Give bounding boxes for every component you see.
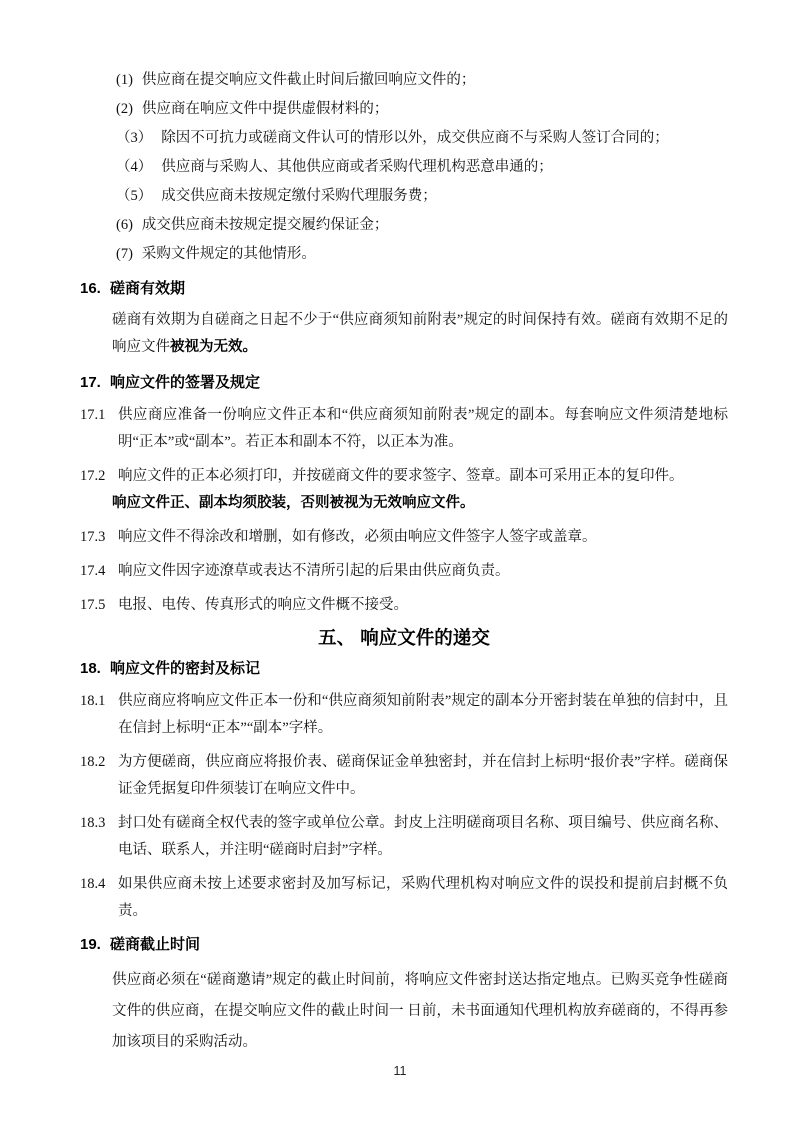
section-19-heading [80,933,728,957]
item-text: 成交供应商未按规定提交履约保证金； [141,217,389,233]
clause-text: 封口处有磋商全权代表的签字或单位公章。封皮上注明磋商项目名称、项目编号、供应商名称、电话、联系人，并注明“磋商时启封”字样。 [118,815,728,858]
section-title: 响应文件的签署及规定 [110,374,261,391]
item-text: 供应商与采购人、其他供应商或者采购代理机构恶意串通的； [161,159,553,175]
item-number: （4） [116,159,153,175]
clause-text: 供应商应将响应文件正本一份和“供应商须知前附表”规定的副本分开密封装在单独的信封中，且在信封上标明“正本”“副本”字样。 [118,693,728,736]
clause-17-2 [80,463,728,517]
item-number: （5） [116,188,153,204]
clause-17-1 [80,402,728,456]
item-number: (6) [116,217,133,233]
clause-text: 响应文件的正本必须打印，并按磋商文件的要求签字、签章。副本可采用正本的复印件。 [118,468,684,484]
section-16-heading [80,277,728,301]
section-17-heading [80,371,728,395]
clause-number: 18.3 [80,815,106,831]
item-text: 除因不可抗力或磋商文件认可的情形以外，成交供应商不与采购人签订合同的； [161,130,669,146]
clause-number: 18.1 [80,693,106,709]
item-text: 供应商在响应文件中提供虚假材料的； [141,101,389,117]
clause-17-3 [80,524,728,551]
clause-number: 18.2 [80,754,106,770]
list-item [116,240,728,269]
clause-17-4 [80,558,728,585]
item-text: 采购文件规定的其他情形。 [141,246,316,262]
clause-text: 响应文件不得涂改和增删，如有修改，必须由响应文件签字人签字或盖章。 [118,529,597,545]
numbered-sub-list [80,66,728,269]
clause-17-5 [80,592,728,619]
item-text: 供应商在提交响应文件截止时间后撤回响应文件的； [141,72,476,88]
clause-text: 电报、电传、传真形式的响应文件概不接受。 [118,597,408,613]
part-5-title: 五、 响应文件的递交 [318,627,490,648]
clause-number: 17.2 [80,468,106,484]
list-item [116,182,728,211]
section-19-body [112,965,728,1058]
page-number: 11 [393,1064,407,1078]
section-number: 17. [80,374,101,391]
clause-text: 为方便磋商，供应商应将报价表、磋商保证金单独密封，并在信封上标明“报价表”字样。磋商保证金凭据复印件须装订在响应文件中。 [118,754,728,797]
item-number: (2) [116,101,133,117]
clause-18-2 [80,749,728,803]
item-number: （3） [116,130,153,146]
item-text: 成交供应商未按规定缴付采购代理服务费； [161,188,437,204]
clause-number: 17.3 [80,529,106,545]
section-18-heading [80,657,728,681]
item-number: (1) [116,72,133,88]
body-text-bold: 被视为无效。 [170,339,257,355]
clause-text: 响应文件因字迹潦草或表达不清所引起的后果由供应商负责。 [118,563,510,579]
list-item [116,153,728,182]
list-item [116,211,728,240]
clause-number: 17.4 [80,563,106,579]
clause-18-3 [80,810,728,864]
list-item [116,124,728,153]
clause-18-1 [80,688,728,742]
section-number: 19. [80,936,101,953]
item-number: (7) [116,246,133,262]
section-title: 响应文件的密封及标记 [110,660,261,677]
clause-text: 供应商应准备一份响应文件正本和“供应商须知前附表”规定的副本。每套响应文件须清楚地标明“正本”或“副本”。若正本和副本不符，以正本为准。 [118,407,728,450]
clause-text: 如果供应商未按上述要求密封及加写标记，采购代理机构对响应文件的误投和提前启封概不负责。 [118,876,728,919]
clause-number: 17.5 [80,597,106,613]
body-text: 磋商有效期为自磋商之日起不少于“供应商须知前附表”规定的时间保持有效。磋商有效期不足的响应文件 [112,312,728,355]
section-title: 磋商有效期 [110,280,186,297]
clause-18-4 [80,871,728,925]
section-number: 18. [80,660,101,677]
clause-number: 17.1 [80,407,106,423]
clause-number: 18.4 [80,876,106,892]
clause-text-bold: 响应文件正、副本均须胶装，否则被视为无效响应文件。 [112,495,475,511]
list-item [116,95,728,124]
section-title: 磋商截止时间 [110,936,201,953]
section-16-body [112,307,728,361]
body-text: 供应商必须在“磋商邀请”规定的截止时间前，将响应文件密封送达指定地点。已购买竞争性磋商文件的供应商，在提交响应文件的截止时间一 日前，未书面通知代理机构放弃磋商的，不得再参加该项目的采购活动。 [112,972,728,1050]
section-number: 16. [80,280,101,297]
list-item [116,66,728,95]
